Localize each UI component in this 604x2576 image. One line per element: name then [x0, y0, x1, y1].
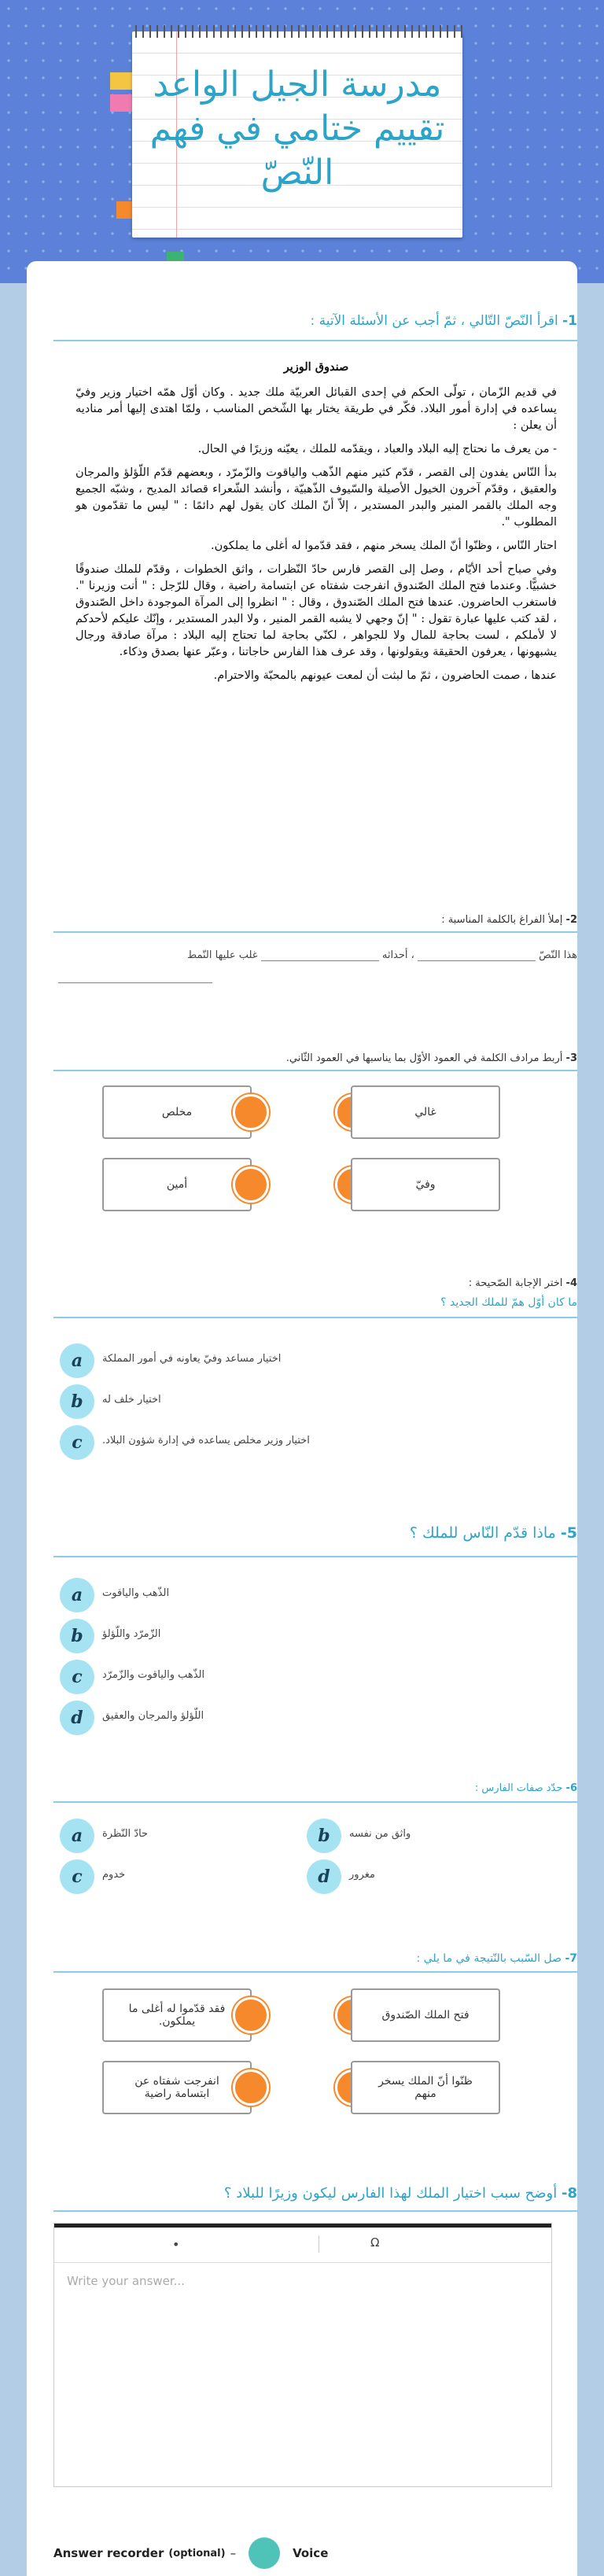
q2-divider	[53, 931, 577, 933]
page-title	[132, 63, 462, 195]
option-badge-a[interactable]: a	[60, 1819, 94, 1853]
q4-divider	[53, 1317, 577, 1318]
option-text: اختيار خلف له	[102, 1394, 161, 1406]
q3-prompt	[53, 1052, 577, 1064]
title-line-1: مدرسة الجيل الواعد	[153, 64, 442, 105]
option-text: واثق من نفسه	[349, 1828, 411, 1840]
option-badge-b[interactable]: b	[60, 1619, 94, 1653]
passage-paragraph: عندها ، صمت الحاضرون ، ثمّ ما لبثت أن لمعت عيونهم بالمحبّة والاحترام.	[213, 669, 557, 682]
option-badge-d[interactable]: d	[60, 1701, 94, 1735]
option-label[interactable]	[102, 1710, 213, 1722]
option-text: اللّؤلؤ والمرجان والعقيق	[102, 1710, 204, 1722]
q3-left-connector[interactable]	[233, 1094, 269, 1130]
passage-paragraph: في قديم الزّمان ، تولّى الحكم في إحدى القبائل العربيّة ملك جديد . وكان أوّل همّه اختيار وزير وفيّ يساعده في إدارة أمور البلاد. فكّر في طريقة يختار بها الشّخص المناسب ، ولمّا اهتدى إليها أمر مناديه أن يعلن :	[76, 386, 557, 432]
q3-right-box[interactable]	[351, 1158, 500, 1211]
q7-left-box[interactable]	[102, 1988, 252, 2042]
option-text: اختيار مساعد وفيّ يعاونه في أمور المملكة	[102, 1353, 282, 1365]
option-label[interactable]	[102, 1869, 134, 1881]
option-badge-b[interactable]: b	[307, 1819, 341, 1853]
q3-left-connector[interactable]	[233, 1166, 269, 1203]
q1-number: 1-	[562, 313, 577, 329]
option-text: خدوم	[102, 1869, 126, 1881]
option-label[interactable]	[102, 1587, 179, 1599]
recorder-dash: –	[230, 2546, 237, 2560]
passage-paragraph: بدأ النّاس يفدون إلى القصر ، قدّم كثير منهم الذّهب والياقوت والزّمرّد ، وبعضهم قدّم اللّؤلؤ والمرجان والعقيق ، وقدّم آخرون الخيول الأصيلة والسّيوف الذّهبيّة ، وأنشد الشّعراء قصائد المديح ، وشبّه الجميع وجه الملك بالقمر المنير والبدر المستدير ، إلاّ أنّ الملك كان يقول لهم دائمًا : " ليس ما تقدّمون هو المطلوب ".	[76, 466, 558, 529]
title-line-3: النّصّ	[260, 153, 334, 193]
option-label[interactable]	[102, 1353, 290, 1365]
q3-left-label: مخلص	[161, 1106, 193, 1118]
title-line-2: تقييم ختامي في فهم	[149, 109, 445, 149]
q5-prompt	[53, 1524, 577, 1542]
recorder-label: Answer recorder	[53, 2546, 164, 2560]
answer-recorder	[53, 2537, 328, 2569]
q2-blank-1[interactable]	[418, 947, 536, 961]
q7-right-label: ظنّوا أنّ الملك يسخر منهم	[378, 2075, 473, 2100]
option-text: مغرور	[349, 1869, 375, 1881]
q7-prompt	[53, 1952, 577, 1965]
q2-number: 2-	[565, 914, 577, 926]
recorder-optional: (optional)	[168, 2547, 226, 2559]
q5-text: ماذا قدّم النّاس للملك ؟	[409, 1524, 556, 1542]
option-text: اختيار وزير مخلص يساعده في إدارة شؤون البلاد.	[102, 1435, 310, 1446]
q8-text: أوضح سبب اختيار الملك لهذا الفارس ليكون وزيرًا للبلاد ؟	[223, 2185, 558, 2202]
q6-text: حدّد صفات الفارس :	[474, 1782, 563, 1794]
answer-editor[interactable]	[53, 2223, 552, 2487]
q4-prompt	[53, 1277, 577, 1289]
q7-left-connector[interactable]	[233, 1997, 269, 2033]
q3-number: 3-	[565, 1052, 577, 1064]
option-badge-c[interactable]: c	[60, 1660, 94, 1694]
option-label[interactable]	[349, 1869, 385, 1881]
q7-number: 7-	[565, 1952, 577, 1965]
notebook-title-card	[132, 31, 462, 238]
q6-number: 6-	[565, 1782, 577, 1794]
q3-left-label: أمين	[166, 1178, 188, 1191]
option-label[interactable]	[102, 1628, 170, 1640]
q5-divider	[53, 1556, 577, 1557]
q1-text: اقرأ النّصّ التّالي ، ثمّ أجب عن الأسئلة الآتية :	[310, 313, 558, 329]
q3-right-label: وفيّ	[415, 1178, 436, 1191]
q7-left-box[interactable]	[102, 2061, 252, 2114]
editor-toolbar	[54, 2224, 551, 2263]
voice-label: Voice	[293, 2546, 329, 2560]
option-label[interactable]	[102, 1828, 157, 1840]
q6-prompt	[53, 1782, 577, 1794]
passage-paragraph: - من يعرف ما نحتاج إليه البلاد والعباد ، ويقدّمه للملك ، يعيّنه وزيرًا في الحال.	[197, 443, 557, 455]
q8-number: 8-	[561, 2185, 577, 2202]
q2-blank-3[interactable]	[58, 969, 212, 983]
option-badge-b[interactable]: b	[60, 1384, 94, 1419]
option-badge-c[interactable]: c	[60, 1425, 94, 1460]
q2-blank-2[interactable]	[261, 947, 379, 961]
q7-divider	[53, 1971, 577, 1973]
option-text: الزّمرّد واللّؤلؤ	[102, 1628, 161, 1640]
option-label[interactable]	[349, 1828, 420, 1840]
passage-paragraph: احتار النّاس ، وظنّوا أنّ الملك يسخر منهم ، فقد قدّموا له أغلى ما يملكون.	[211, 540, 557, 552]
answer-placeholder: Write your answer...	[67, 2274, 185, 2288]
q1-prompt	[53, 313, 577, 329]
option-badge-a[interactable]: a	[60, 1343, 94, 1378]
q4-text: اختر الإجابة الصّحيحة :	[468, 1277, 563, 1289]
q2-prompt	[53, 914, 577, 926]
q7-left-connector[interactable]	[233, 2069, 269, 2106]
q3-left-box[interactable]	[102, 1085, 252, 1139]
q3-left-box[interactable]	[102, 1158, 252, 1211]
q2-text-c: غلب عليها النّمط	[187, 949, 258, 961]
q5-number: 5-	[560, 1524, 577, 1542]
option-badge-d[interactable]: d	[307, 1859, 341, 1894]
special-chars-icon[interactable]: Ω	[370, 2235, 380, 2250]
option-badge-a[interactable]: a	[60, 1578, 94, 1612]
option-badge-c[interactable]: c	[60, 1859, 94, 1894]
q3-divider	[53, 1070, 577, 1071]
option-text: الذّهب والياقوت والزّمرّد	[102, 1669, 205, 1681]
passage-title: صندوق الوزير	[283, 360, 349, 374]
q2-text: إملأ الفراغ بالكلمة المناسبة :	[441, 914, 563, 926]
q1-divider	[53, 340, 577, 341]
q2-text-b: ، أحداثه	[381, 949, 414, 961]
option-text: حادّ النّظرة	[102, 1828, 149, 1840]
notebook-tab-pink	[110, 94, 132, 112]
option-text: الذّهب والياقوت	[102, 1587, 170, 1599]
passage-paragraph: وفي صباح أحد الأيّام ، وصل إلى القصر فارس حادّ النّظرات ، واثق الخطوات ، وقدّم للملك صندوقًا خشبيًّا. وعندما فتح الملك الصّندوق انفرجت شفتاه عن ابتسامة راضية ، وقال للرّجل : " أنت وزيرنا ". فاستغرب الحاضرون. عندها فتح الملك الصّندوق ، وقال : " انظروا إلى المرآة الموجودة داخل الصّندوق ، لقد كتب عليها عبارة تقول : " إنّ وجهي لا يشبه القمر المنير ، ولا البدر المستدير ، وإنّك عليكم لأحدكم لا لأملكم ، لست بحاجة للمال ولا للجواهر ، لكنّي بحاجة لما تحتاج إليه البلاد : مرآة صادقة ورجال يشبهونها ، يعرفون الحقيقة ويقولونها ، وقد عرف هذا الفارس حاجاتنا ، وعبّر عنها بصدق وذكاء.	[76, 563, 557, 658]
worksheet-card	[27, 261, 577, 2576]
q3-right-label: غالي	[414, 1106, 436, 1118]
option-label[interactable]	[102, 1669, 214, 1681]
q3-right-box[interactable]	[351, 1085, 500, 1139]
q2-text-a: هذا النّصّ	[539, 949, 577, 961]
bullet-list-icon[interactable]: •	[172, 2237, 180, 2252]
q8-divider	[53, 2210, 577, 2212]
option-label[interactable]	[102, 1394, 171, 1406]
q7-right-box[interactable]	[351, 1988, 500, 2042]
notebook-tab-yellow	[110, 72, 132, 90]
option-label[interactable]	[102, 1435, 319, 1446]
q7-right-box[interactable]	[351, 2061, 500, 2114]
passage	[76, 359, 557, 691]
q3-text: أربط مرادف الكلمة في العمود الأوّل بما يناسبها في العمود الثّاني.	[285, 1052, 563, 1064]
q4-subprompt: ما كان أوّل همّ للملك الجديد ؟	[440, 1296, 577, 1309]
q8-prompt	[53, 2185, 577, 2202]
voice-record-button[interactable]	[249, 2537, 280, 2569]
notebook-spiral	[132, 25, 462, 38]
q6-divider	[53, 1801, 577, 1803]
q2-fill-row	[53, 947, 577, 961]
q7-left-label: انفرجت شفتاه عن ابتسامة راضية	[134, 2075, 219, 2100]
answer-textarea[interactable]	[54, 2263, 551, 2486]
q7-left-label: فقد قدّموا له أغلى ما يملكون.	[128, 2003, 226, 2028]
q4-number: 4-	[565, 1277, 577, 1289]
q7-right-label: فتح الملك الصّندوق	[381, 2009, 470, 2021]
q7-text: صل السّبب بالنّتيجة في ما يلي :	[416, 1952, 562, 1965]
